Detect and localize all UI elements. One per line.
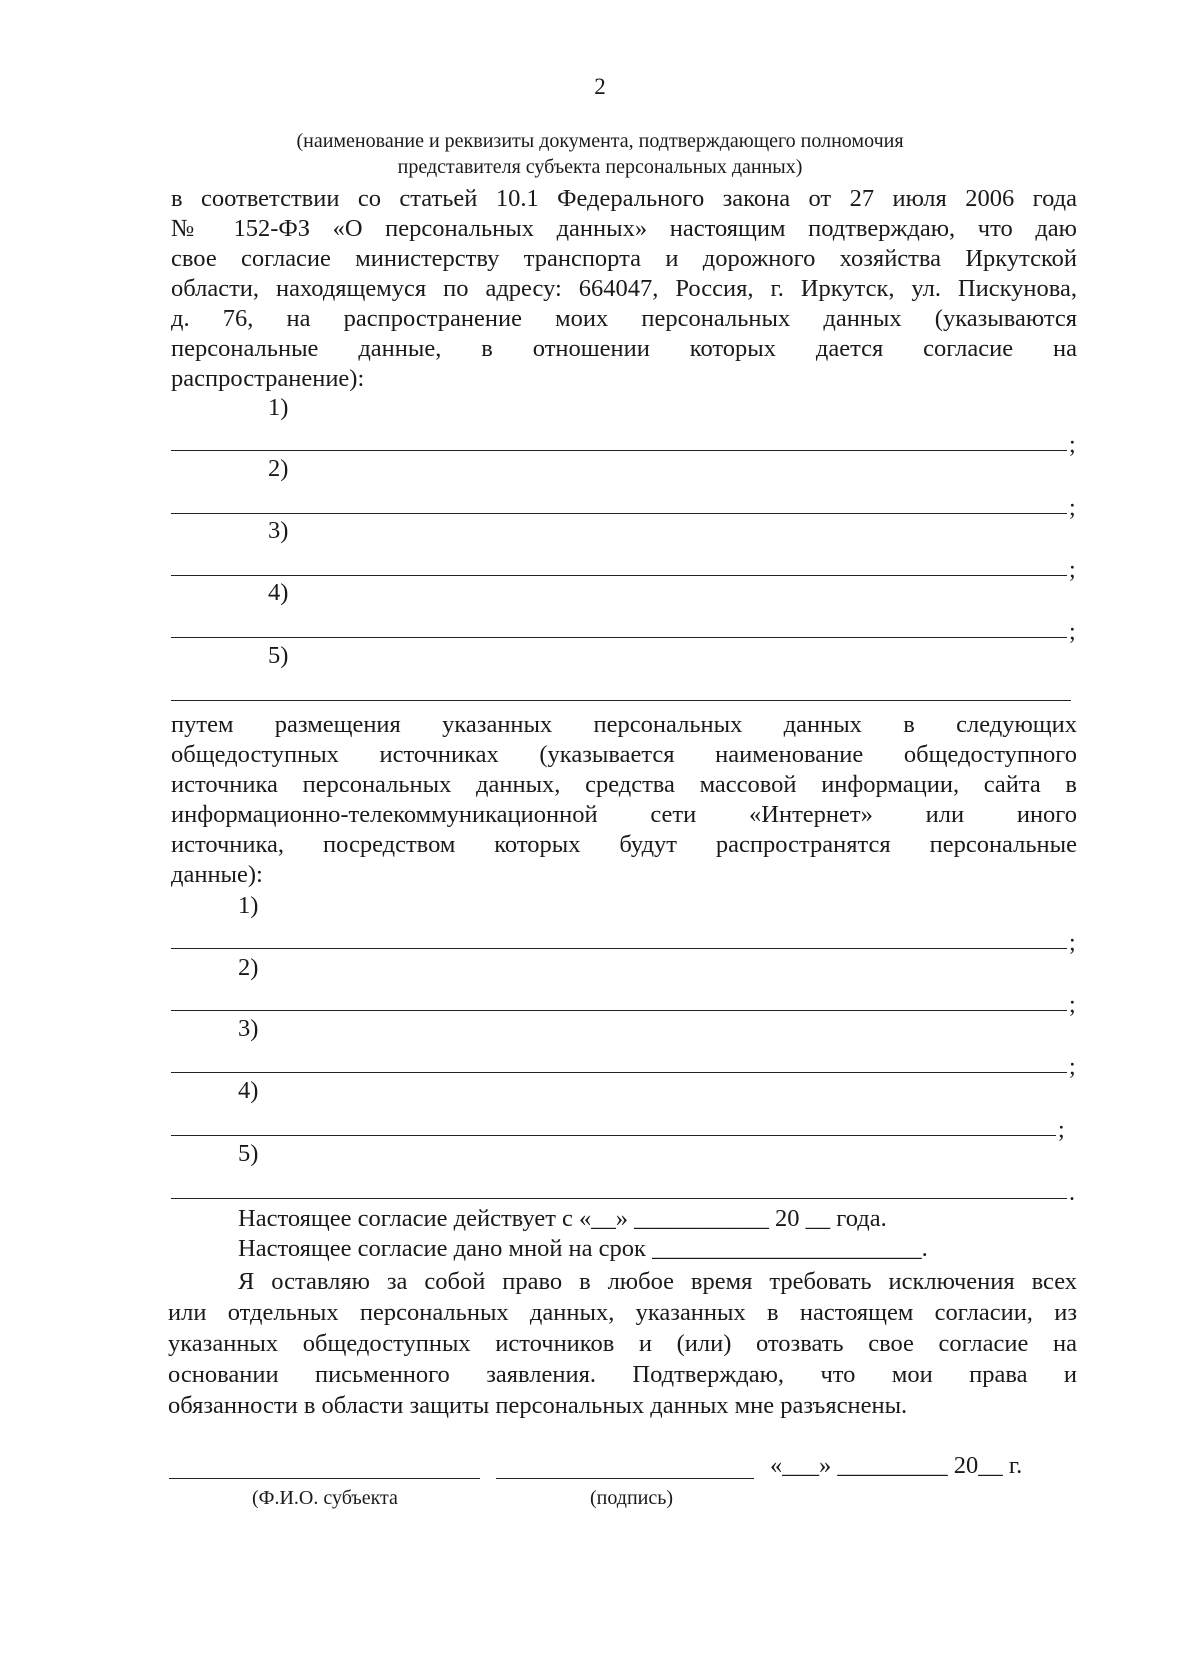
paragraph-2-line-5: источника, посредством которых будут распространятся персональные <box>171 831 1077 858</box>
validity-term-line: Настоящее согласие дано мной на срок ______________________. <box>238 1235 928 1262</box>
signature-caption: (подпись) <box>590 1487 674 1509</box>
list-1-item-2-number: 2) <box>268 455 289 482</box>
paragraph-3-line-5: обязанности в области защиты персональных данных мне разъяснены. <box>168 1392 908 1419</box>
paragraph-2-line-2: общедоступных источниках (указывается наименование общедоступного <box>171 741 1077 768</box>
paragraph-3-line-2: или отдельных персональных данных, указанных в настоящем согласии, из <box>168 1299 1077 1326</box>
list-1-item-2-ending: ; <box>1069 495 1076 521</box>
list-2-item-4-blank-line <box>171 1135 1056 1136</box>
list-1-item-3-number: 3) <box>268 517 289 544</box>
list-2-item-4-ending: ; <box>1058 1117 1065 1143</box>
fio-caption: (Ф.И.О. субъекта <box>252 1487 398 1509</box>
list-1-item-4-blank-line <box>171 637 1067 638</box>
list-2-item-3-blank-line <box>171 1072 1067 1073</box>
list-1-item-1-ending: ; <box>1069 432 1076 458</box>
paragraph-1-line-4: области, находящемуся по адресу: 664047, Россия, г. Иркутск, ул. Пискунова, <box>171 275 1077 302</box>
paragraph-1-line-2: № 152-ФЗ «О персональных данных» настоящим подтверждаю, что даю <box>171 215 1077 242</box>
list-2-item-2-blank-line <box>171 1010 1067 1011</box>
list-2-item-5-ending: . <box>1069 1180 1075 1206</box>
paragraph-2-line-3: источника персональных данных, средства массовой информации, сайта в <box>171 771 1077 798</box>
list-2-item-1-ending: ; <box>1069 930 1076 956</box>
paragraph-2-line-6: данные): <box>171 861 263 888</box>
list-2-item-2-number: 2) <box>238 954 259 981</box>
paragraph-1-line-1: в соответствии со статьей 10.1 Федерального закона от 27 июля 2006 года <box>171 185 1077 212</box>
list-2-item-5-number: 5) <box>238 1140 259 1167</box>
paragraph-1-line-7: распространение): <box>171 365 365 392</box>
list-2-item-2-ending: ; <box>1069 992 1076 1018</box>
list-1-item-4-number: 4) <box>268 579 289 606</box>
list-2-item-4-number: 4) <box>238 1077 259 1104</box>
list-1-item-1-blank-line <box>171 450 1067 451</box>
page-number: 2 <box>594 74 606 99</box>
list-2-item-5-blank-line <box>171 1198 1067 1199</box>
paragraph-2-line-1: путем размещения указанных персональных данных в следующих <box>171 711 1077 738</box>
paragraph-1-line-5: д. 76, на распространение моих персональных данных (указываются <box>171 305 1077 332</box>
list-1-item-4-ending: ; <box>1069 619 1076 645</box>
list-2-item-3-ending: ; <box>1069 1054 1076 1080</box>
validity-start-line: Настоящее согласие действует с «__» ___________ 20 __ года. <box>238 1205 887 1232</box>
paragraph-3-line-4: основании письменного заявления. Подтверждаю, что мои права и <box>168 1361 1077 1388</box>
list-1-item-3-blank-line <box>171 575 1067 576</box>
list-1-item-5-number: 5) <box>268 642 289 669</box>
caption-line-2: представителя субъекта персональных данных) <box>397 156 803 178</box>
paragraph-3-line-1: Я оставляю за собой право в любое время требовать исключения всех <box>238 1268 1077 1295</box>
signature-line <box>496 1478 754 1479</box>
list-2-item-3-number: 3) <box>238 1015 259 1042</box>
paragraph-2-line-4: информационно-телекоммуникационной сети «Интернет» или иного <box>171 801 1077 828</box>
caption-line-1: (наименование и реквизиты документа, подтверждающего полномочия <box>296 130 904 152</box>
list-2-item-1-blank-line <box>171 948 1067 949</box>
paragraph-3-line-3: указанных общедоступных источников и (или) отозвать свое согласие на <box>168 1330 1077 1357</box>
fio-signature-line <box>169 1478 480 1479</box>
list-1-item-1-number: 1) <box>268 394 289 421</box>
signature-date: «___» _________ 20__ г. <box>770 1452 1023 1479</box>
paragraph-1-line-3: свое согласие министерству транспорта и дорожного хозяйства Иркутской <box>171 245 1077 272</box>
list-1-item-2-blank-line <box>171 513 1067 514</box>
list-2-item-1-number: 1) <box>238 892 259 919</box>
list-1-item-3-ending: ; <box>1069 557 1076 583</box>
paragraph-1-line-6: персональные данные, в отношении которых дается согласие на <box>171 335 1077 362</box>
list-1-item-5-blank-line <box>171 700 1071 701</box>
